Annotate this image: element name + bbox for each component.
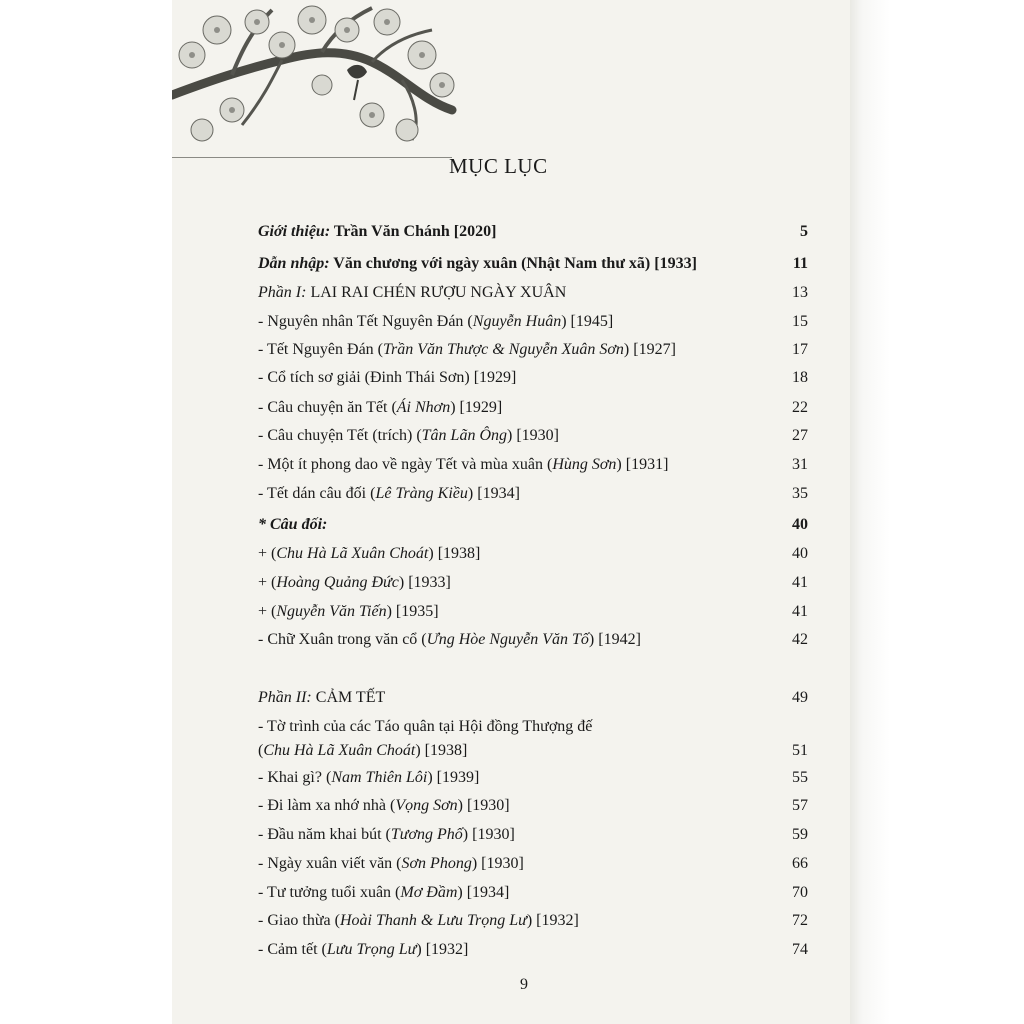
- toc-entry: [258, 796, 808, 826]
- entry-text-part: Hoàng Quảng Đức: [276, 574, 399, 591]
- entry-text-part: Nguyễn Huân: [472, 313, 562, 330]
- entry-page-number: 40: [792, 545, 808, 562]
- entry-title: [258, 544, 480, 564]
- entry-title: [258, 484, 520, 504]
- entry-title: [258, 630, 641, 650]
- entry-text-part: Ái Nhơn: [396, 399, 451, 416]
- entry-text-part: Tân Lãn Ông: [421, 427, 507, 444]
- entry-title: [258, 573, 451, 593]
- entry-text-part: Giới thiệu:: [258, 223, 331, 240]
- entry-text-part: ) [1933]: [398, 574, 451, 591]
- toc-entry: [258, 940, 808, 970]
- entry-page-number: 35: [792, 485, 808, 502]
- entry-text-part: ) [1932]: [416, 941, 469, 958]
- entry-page-number: 31: [792, 456, 808, 473]
- page-title: MỤC LỤC: [449, 154, 548, 178]
- entry-title: [258, 455, 668, 475]
- entry-text-part: - Đi làm xa nhớ nhà (: [258, 797, 396, 814]
- entry-text-part: Sơn Phong: [401, 855, 472, 872]
- entry-text-part: ) [1930]: [462, 826, 515, 843]
- entry-text-part: Chu Hà Lã Xuân Choát: [276, 545, 429, 562]
- entry-text-part: ) [1927]: [623, 341, 676, 358]
- entry-text-part: + (: [258, 545, 277, 562]
- entry-text-part: - Khai gì? (: [258, 769, 332, 786]
- entry-text-part: - Nguyên nhân Tết Nguyên Đán (: [258, 313, 473, 330]
- entry-page-number: 13: [792, 284, 808, 301]
- entry-page-number: 51: [792, 742, 808, 759]
- toc-entry: [258, 254, 808, 284]
- entry-text-part: - Câu chuyện ăn Tết (: [258, 399, 397, 416]
- toc-entry: [258, 717, 808, 765]
- entry-text-part: Hoài Thanh & Lưu Trọng Lư: [339, 912, 527, 929]
- entry-title: [258, 854, 524, 874]
- entry-title: [258, 883, 509, 903]
- entry-title: [258, 254, 697, 274]
- toc-entry: [258, 283, 808, 313]
- entry-title: [258, 940, 468, 960]
- toc-entry: [258, 602, 808, 632]
- toc-entry: [258, 630, 808, 660]
- entry-text-part: Lưu Trọng Lư: [326, 941, 417, 958]
- entry-page-number: 5: [800, 223, 808, 240]
- entry-text-part: - Tư tưởng tuổi xuân (: [258, 884, 401, 901]
- entry-text-part: - Một ít phong dao về ngày Tết và mùa xuân (: [258, 456, 553, 473]
- entry-text-part: Chu Hà Lã Xuân Choát: [263, 742, 416, 759]
- entry-text-part: + (: [258, 574, 277, 591]
- entry-text-part: CẢM TẾT: [311, 689, 386, 706]
- entry-page-number: 41: [792, 574, 808, 591]
- toc-entry: [258, 883, 808, 913]
- entry-title: [258, 515, 327, 535]
- entry-title: [258, 368, 516, 388]
- toc-entry: [258, 368, 808, 398]
- toc-entry: [258, 573, 808, 603]
- entry-text-part: Ưng Hòe Nguyễn Văn Tố: [426, 631, 589, 648]
- entry-text-part: ) [1938]: [415, 742, 468, 759]
- entry-text-part: - Cổ tích sơ giải (Đinh Thái Sơn) [1929]: [258, 369, 517, 386]
- toc-entry: [258, 515, 808, 545]
- entry-text-part: - Câu chuyện Tết (trích) (: [258, 427, 422, 444]
- entry-title: [258, 312, 613, 332]
- entry-title: [258, 283, 566, 303]
- entry-text-part: Tương Phố: [390, 826, 463, 843]
- toc-entry: [258, 426, 808, 456]
- entry-text-part: Nam Thiên Lôi: [331, 769, 428, 786]
- entry-page-number: 57: [792, 797, 808, 814]
- entry-text-part: Phần I:: [258, 284, 307, 301]
- entry-text-part: Văn chương với ngày xuân (Nhật Nam thư xã) [1933]: [329, 255, 697, 272]
- entry-text-part: - Giao thừa (: [258, 912, 340, 929]
- toc-entry: [258, 222, 808, 252]
- entry-text-part: ) [1945]: [561, 313, 614, 330]
- entry-text-part: ) [1929]: [450, 399, 503, 416]
- toc-entry: [258, 455, 808, 485]
- header-rule: [172, 157, 452, 158]
- blossom-branch-icon: [172, 0, 462, 158]
- entry-title: [258, 222, 496, 242]
- entry-page-number: 70: [792, 884, 808, 901]
- toc-entry: [258, 854, 808, 884]
- entry-text-part: ) [1931]: [616, 456, 669, 473]
- page-edge: [850, 0, 1024, 1024]
- entry-text-part: Lê Tràng Kiều: [375, 485, 468, 502]
- entry-page-number: 40: [792, 516, 808, 533]
- entry-page-number: 72: [792, 912, 808, 929]
- entry-text-part: ) [1942]: [588, 631, 641, 648]
- entry-title: [258, 398, 502, 418]
- toc-entry: [258, 768, 808, 798]
- entry-title: [258, 602, 439, 622]
- toc-entry: [258, 911, 808, 941]
- toc-entry: [258, 340, 808, 370]
- entry-title: [258, 426, 559, 446]
- entry-page-number: 11: [792, 255, 808, 272]
- entry-text-part: Hùng Sơn: [552, 456, 617, 473]
- entry-page-number: 18: [792, 369, 808, 386]
- entry-page-number: 49: [792, 689, 808, 706]
- entry-title: [258, 768, 479, 788]
- entry-page-number: 15: [792, 313, 808, 330]
- entry-page-number: 22: [792, 399, 808, 416]
- entry-text-part: Nguyễn Văn Tiến: [276, 603, 387, 620]
- toc-entry: [258, 398, 808, 428]
- page-number: 9: [520, 976, 528, 993]
- entry-page-number: 27: [792, 427, 808, 444]
- entry-text-part: Phần II:: [258, 689, 312, 706]
- entry-text-part: - Cảm tết (: [258, 941, 327, 958]
- entry-text-part: Trần Văn Thược & Nguyễn Xuân Sơn: [383, 341, 624, 358]
- entry-title-continued: [258, 741, 467, 761]
- entry-text-part: - Ngày xuân viết văn (: [258, 855, 402, 872]
- entry-text-part: - Tết dán câu đối (: [258, 485, 376, 502]
- entry-text-part: Vọng Sơn: [395, 797, 458, 814]
- entry-text-part: - Đầu năm khai bút (: [258, 826, 391, 843]
- entry-text-part: ) [1930]: [507, 427, 559, 444]
- entry-text-part: ) [1935]: [386, 603, 439, 620]
- entry-text-part: ) [1930]: [471, 855, 524, 872]
- entry-text-part: Dẫn nhập:: [258, 255, 330, 272]
- toc-entry: [258, 544, 808, 574]
- entry-page-number: 17: [792, 341, 808, 358]
- toc-entry: [258, 312, 808, 342]
- entry-text-part: ) [1930]: [457, 797, 510, 814]
- entry-title: [258, 717, 592, 737]
- entry-text-part: + (: [258, 603, 277, 620]
- entry-title: [258, 911, 579, 931]
- entry-title: [258, 796, 510, 816]
- entry-text-part: Trần Văn Chánh [2020]: [330, 223, 497, 240]
- toc-entry: [258, 688, 808, 718]
- entry-page-number: 74: [792, 941, 808, 958]
- entry-page-number: 59: [792, 826, 808, 843]
- entry-text-part: LAI RAI CHÉN RƯỢU NGÀY XUÂN: [306, 284, 567, 301]
- toc-entry: [258, 484, 808, 514]
- entry-title: [258, 825, 515, 845]
- entry-text-part: * Câu đối:: [258, 516, 328, 533]
- entry-page-number: 42: [792, 631, 808, 648]
- entry-page-number: 66: [792, 855, 808, 872]
- entry-title: [258, 340, 676, 360]
- entry-text-part: - Chữ Xuân trong văn cổ (: [258, 631, 427, 648]
- entry-text-part: ) [1934]: [467, 485, 520, 502]
- entry-text-part: ) [1938]: [428, 545, 481, 562]
- entry-text-part: Mơ Đầm: [400, 884, 458, 901]
- entry-text-part: (: [258, 742, 264, 759]
- entry-page-number: 55: [792, 769, 808, 786]
- entry-text-part: - Tết Nguyên Đán (: [258, 341, 383, 358]
- entry-text-part: ) [1932]: [526, 912, 579, 929]
- entry-text-part: - Tờ trình của các Táo quân tại Hội đồng Thượng đế: [258, 718, 593, 735]
- toc-entry: [258, 825, 808, 855]
- entry-text-part: ) [1939]: [427, 769, 480, 786]
- blossom-branch-illustration: [172, 0, 462, 158]
- entry-page-number: 41: [792, 603, 808, 620]
- entry-title: [258, 688, 385, 708]
- entry-text-part: ) [1934]: [457, 884, 510, 901]
